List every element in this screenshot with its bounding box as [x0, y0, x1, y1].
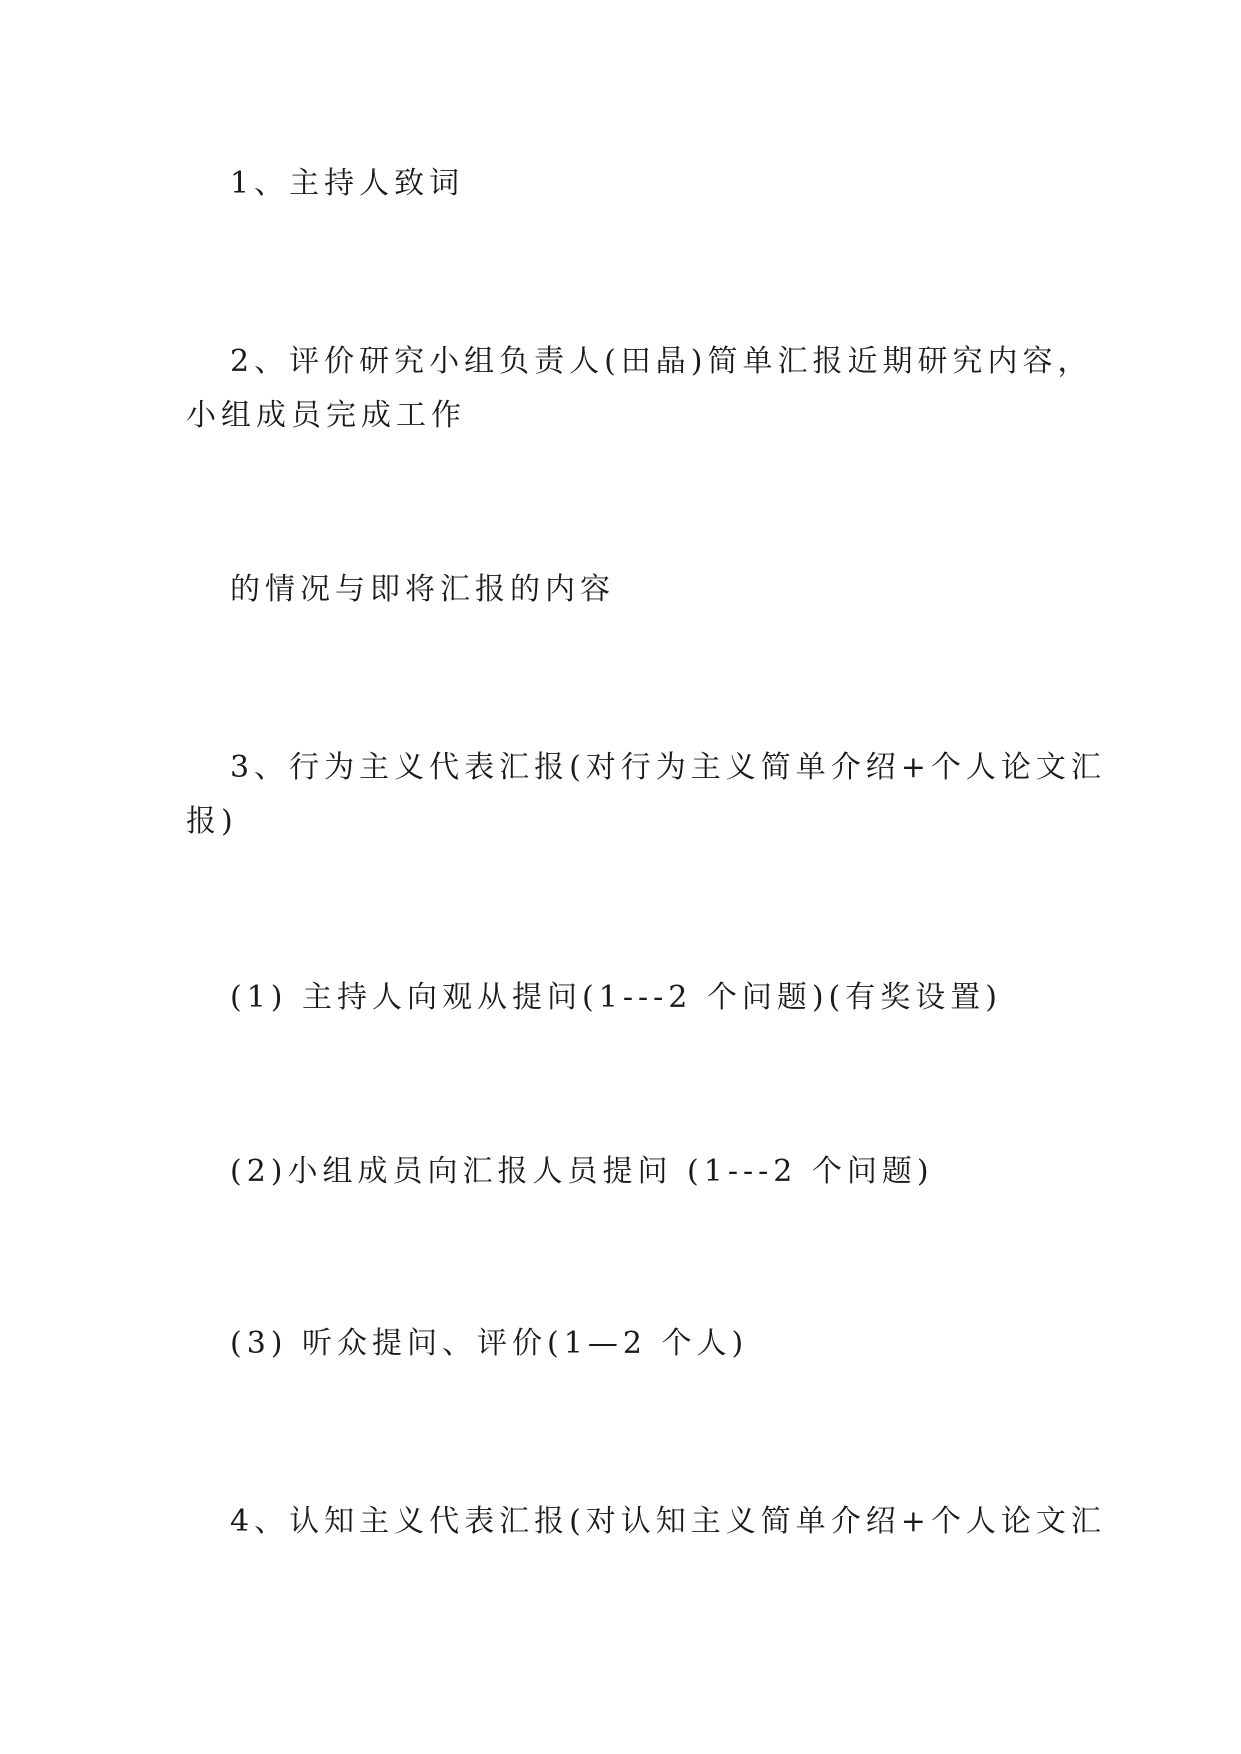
item-2-report-line1: 2、评价研究小组负责人(田晶)简单汇报近期研究内容， — [230, 344, 1093, 379]
sub-item-2-member-question: (2)小组成员向汇报人员提问 (1---2 个问题) — [230, 1154, 934, 1189]
sub-item-3-audience-question: (3) 听众提问、评价(1—2 个人) — [230, 1326, 749, 1361]
item-1-host-speech: 1、主持人致词 — [230, 166, 465, 201]
item-3-behaviorism-line2: 报) — [186, 804, 238, 839]
item-3-behaviorism-line1: 3、行为主义代表汇报(对行为主义简单介绍+个人论文汇 — [230, 750, 1106, 785]
item-2-continuation: 的情况与即将汇报的内容 — [230, 572, 615, 607]
item-4-cognitivism-line1: 4、认知主义代表汇报(对认知主义简单介绍+个人论文汇 — [230, 1504, 1106, 1539]
item-2-report-line2: 小组成员完成工作 — [186, 398, 466, 433]
sub-item-1-host-question: (1) 主持人向观从提问(1---2 个问题)(有奖设置) — [230, 980, 1002, 1015]
